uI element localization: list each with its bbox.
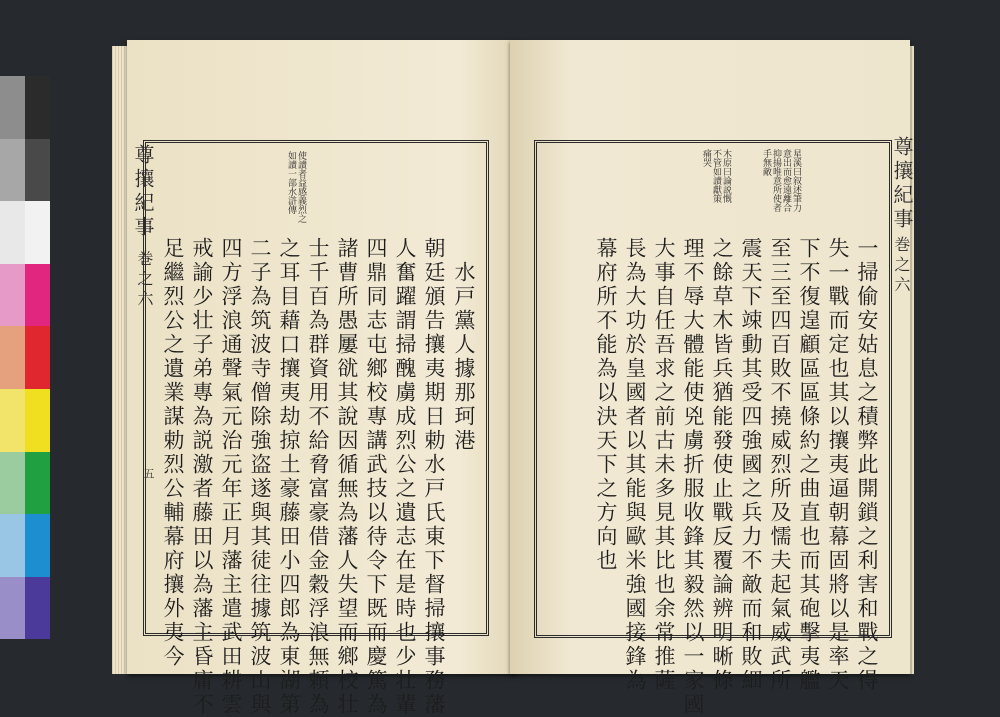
right-col-6: 之餘草木皆兵猶能發使止戰反覆論辨明晰條 bbox=[710, 237, 734, 693]
left-col-10: 戒諭少壮子弟專為説激者藤田以為藩主昏庸不 bbox=[190, 237, 214, 717]
calibration-swatch bbox=[25, 326, 50, 389]
calibration-swatch bbox=[25, 139, 50, 202]
right-col-2: 失一戰而定也其以攘夷逼朝幕固將以是率天 bbox=[826, 237, 850, 693]
calibration-swatch bbox=[0, 452, 25, 515]
calibration-swatch bbox=[0, 514, 25, 577]
calibration-swatch bbox=[0, 577, 25, 640]
calibration-swatch bbox=[25, 389, 50, 452]
calibration-swatch bbox=[0, 201, 25, 264]
right-text-frame bbox=[534, 140, 892, 717]
calibration-swatch bbox=[0, 76, 25, 139]
left-col-2: 朝廷頒告攘夷期日勅水戸氏東下督掃攘事務藩 bbox=[422, 237, 446, 717]
calibration-swatch bbox=[0, 326, 25, 389]
right-note-4: 手無敵 bbox=[761, 149, 771, 176]
calibration-swatch bbox=[25, 577, 50, 640]
right-note-2: 意出而愈遠離合 bbox=[781, 149, 791, 212]
left-col-1: 水戸黨人據那珂港 bbox=[452, 261, 476, 453]
left-col-6: 士千百為群資用不給脅富豪借金穀浮浪無頼為 bbox=[306, 237, 330, 717]
calibration-swatch bbox=[0, 264, 25, 327]
left-page-edge bbox=[112, 46, 128, 674]
calibration-swatch bbox=[25, 76, 50, 139]
calibration-swatch bbox=[0, 389, 25, 452]
right-col-10: 幕府所不能為以決天下之方向也 bbox=[594, 237, 618, 573]
left-text-frame bbox=[143, 140, 489, 717]
right-margin-volume: 巻之六 bbox=[892, 236, 911, 296]
calibration-swatch bbox=[25, 452, 50, 515]
right-col-5: 震天下竦動其受四強國之兵力不敵而和敗細 bbox=[739, 237, 763, 693]
right-margin-title: 尊攘紀事 bbox=[890, 136, 914, 232]
left-page bbox=[127, 40, 517, 717]
right-note-6: 不管如讀獻策 bbox=[711, 149, 721, 203]
left-col-5: 諸曹所愚屢㞃其說因循無為藩人失望而鄉校壮 bbox=[335, 237, 359, 717]
color-calibration-strip bbox=[0, 76, 50, 640]
calibration-swatch bbox=[25, 514, 50, 577]
left-margin-volume: 巻之六 bbox=[135, 250, 154, 310]
right-note-3: 抑揚唯意所使者 bbox=[771, 149, 781, 212]
right-col-3: 下不復遑顧區區條約之曲直也而其砲擊夷艦 bbox=[797, 237, 821, 693]
right-note-5: 木原曰論説慨 bbox=[721, 149, 731, 203]
right-col-9: 長為大功於皇國者以其能與歐米強國接鋒為 bbox=[623, 237, 647, 693]
left-col-11: 足繼烈公之遺業謀勅烈公輔幕府攘外夷今 bbox=[161, 237, 185, 669]
open-book bbox=[112, 40, 914, 717]
left-col-9: 四方浮浪通聲氣元治元年正月藩主遣武田耕雲 bbox=[219, 237, 243, 717]
right-page bbox=[510, 40, 914, 717]
left-col-3: 人奮躍謂掃醜虜成烈公之遺志在是時也少壮輩 bbox=[393, 237, 417, 717]
left-col-8: 二子為筑波寺僧除強盗遂與其徒往據筑波山與 bbox=[248, 237, 272, 717]
right-col-1: 一掃偷安姑息之積弊此開鎖之利害和戰之得 bbox=[855, 237, 879, 693]
right-note-1: 星溪曰叙述筆力 bbox=[791, 149, 801, 212]
calibration-swatch bbox=[0, 139, 25, 202]
left-col-7: 之耳目藉口攘夷劫掠土豪藤田小四郎為東湖第 bbox=[277, 237, 301, 717]
left-note-2: 如讀一部水滸傳 bbox=[286, 151, 296, 214]
right-note-7: 痛哭 bbox=[701, 149, 711, 167]
right-col-4: 至三至四百敗不撓威烈所及懦夫起氣威武所 bbox=[768, 237, 792, 693]
left-margin-title: 尊攘紀事 bbox=[131, 144, 155, 240]
calibration-swatch bbox=[25, 264, 50, 327]
left-folio: 五 bbox=[142, 468, 155, 479]
right-col-7: 理不辱大體能使兇虜折服收鋒其毅然以一家國 bbox=[681, 237, 705, 717]
right-col-8: 大事自任吾求之前古未多見其比也余常推薩 bbox=[652, 237, 676, 693]
left-col-4: 四鼎同志屯鄉校專講武技以待令下既而慶篤為 bbox=[364, 237, 388, 717]
left-note-1: 使讀者益感義烈之 bbox=[296, 151, 306, 223]
calibration-swatch bbox=[25, 201, 50, 264]
